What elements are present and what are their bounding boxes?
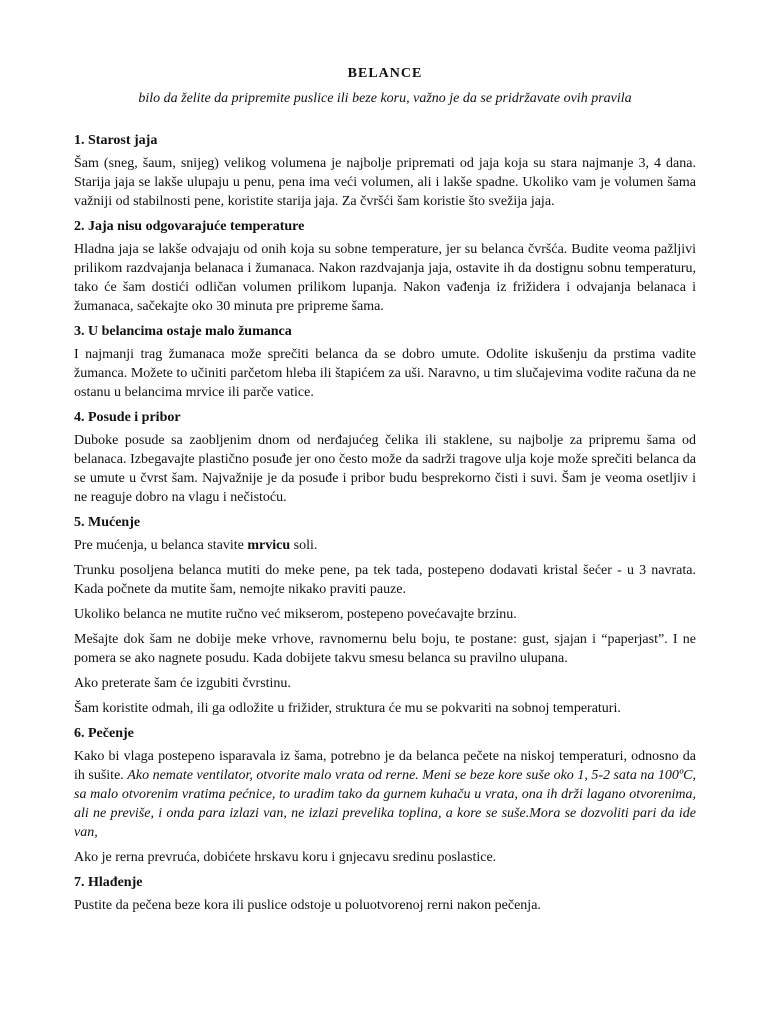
section-heading: 5. Mućenje <box>74 515 141 530</box>
section-heading: 2. Jaja nisu odgovarajuće temperature <box>74 219 305 234</box>
section-mucenje <box>74 513 696 718</box>
section-heading: 6. Pečenje <box>74 726 134 741</box>
section-starost-jaja <box>74 131 696 211</box>
paragraph: Ako je rerna prevruća, dobićete hrskavu koru i gnjecavu sredinu poslastice. <box>74 850 497 865</box>
paragraph: Pustite da pečena beze kora ili puslice odstoje u poluotvorenoj rerni nakon pečenja. <box>74 898 541 913</box>
section-temperatura <box>74 217 696 316</box>
section-hladjenje <box>74 873 696 915</box>
text-run: Kako bi vlaga postepeno isparavala iz šama, potrebno je da belanca pečete na niskoj temperaturi, odnosno da ih sušite. <box>74 749 696 783</box>
section-posude <box>74 408 696 507</box>
section-heading: 1. Starost jaja <box>74 133 158 148</box>
paragraph: Šam koristite odmah, ili ga odložite u frižider, struktura će mu se pokvariti na sobnoj temperaturi. <box>74 701 621 716</box>
section-heading: 7. Hlađenje <box>74 875 143 890</box>
text-run: soli. <box>290 538 318 553</box>
section-heading: 3. U belancima ostaje malo žumanca <box>74 324 292 339</box>
section-pecenje <box>74 724 696 867</box>
paragraph: Duboke posude sa zaobljenim dnom od nerđajućeg čelika ili staklene, su najbolje za pripremu šama od belanaca. Izbegavajte plastično posuđe jer ono često može da sadrži tragove ulja koje može sprečiti belanca da se umute u čvrst šam. Najvažnije je da posuđe i pribor budu besprekorno čisti i suvi. Šam je veoma osetljiv i ne reaguje dobro na vlagu i nečistoću. <box>74 433 696 505</box>
paragraph <box>74 747 696 842</box>
paragraph: Ukoliko belanca ne mutite ručno već mikserom, postepeno povećavajte brzinu. <box>74 607 517 622</box>
document-subtitle: bilo da želite da pripremite puslice ili beze koru, važno je da se pridržavate ovih pravila <box>138 91 632 106</box>
paragraph: Mešajte dok šam ne dobije meke vrhove, ravnomernu belu boju, te postane: gust, sjajan i “paperjast”. I ne pomera se ako nagnete posudu. Kada dobijete takvu smesu belanca su pravilno ulupana. <box>74 632 696 666</box>
document-page <box>74 66 696 921</box>
paragraph <box>74 536 696 555</box>
paragraph: Ako preterate šam će izgubiti čvrstinu. <box>74 676 291 691</box>
section-heading: 4. Posude i pribor <box>74 410 181 425</box>
paragraph: Trunku posoljena belanca mutiti do meke pene, pa tek tada, postepeno dodavati kristal šećer - u 3 navrata. Kada počnete da mutite šam, nemojte nikako praviti pauze. <box>74 563 696 597</box>
bold-text: mrvicu <box>247 538 291 553</box>
text-run: Pre mućenja, u belanca stavite <box>74 538 248 553</box>
paragraph: I najmanji trag žumanaca može sprečiti belanca da se dobro umute. Odolite iskušenju da prstima vadite žumanca. Možete to učiniti parčetom hleba ili štapićem za uši. Naravno, u tim slučajevima vodite računa da ne ostanu u belancima mrvice ili parče vatice. <box>74 347 696 400</box>
section-zumance <box>74 322 696 402</box>
italic-text: Ako nemate ventilator, otvorite malo vrata od rerne. Meni se beze kore suše oko 1, 5-2 sata na 100ºC, sa malo otvorenim vratima pećnice, to uradim tako da gurnem kuhaču u vrata, ona ih drži lagano otvorenima, ali ne previše, i onda para izlazi van, ne izlazi prevelika toplina, a kore se suše.Mora se dozvoliti pari da ide van, <box>74 768 697 840</box>
document-title: BELANCE <box>347 66 423 81</box>
paragraph: Hladna jaja se lakše odvajaju od onih koja su sobne temperature, jer su belanca čvršća. Budite veoma pažljivi prilikom razdvajanja belanaca i žumanaca. Nakon razdvajanja jaja, ostavite ih da dostignu sobnu temperaturu, tako će šam dostići odličan volumen prilikom lupanja. Nakon vađenja iz frižidera i odvajanja belanaca i žumanaca, sačekajte oko 30 minuta pre pripreme šama. <box>74 242 696 314</box>
paragraph: Šam (sneg, šaum, snijeg) velikog volumena je najbolje pripremati od jaja koja su stara najmanje 3, 4 dana. Starija jaja se lakše ulupaju u penu, pena ima veći volumen, ali i lakše spadne. Ukoliko vam je volumen šama važniji od stabilnosti pene, koristite starija jaja. Za čvršći šam koristie što svežija jaja. <box>74 156 696 209</box>
